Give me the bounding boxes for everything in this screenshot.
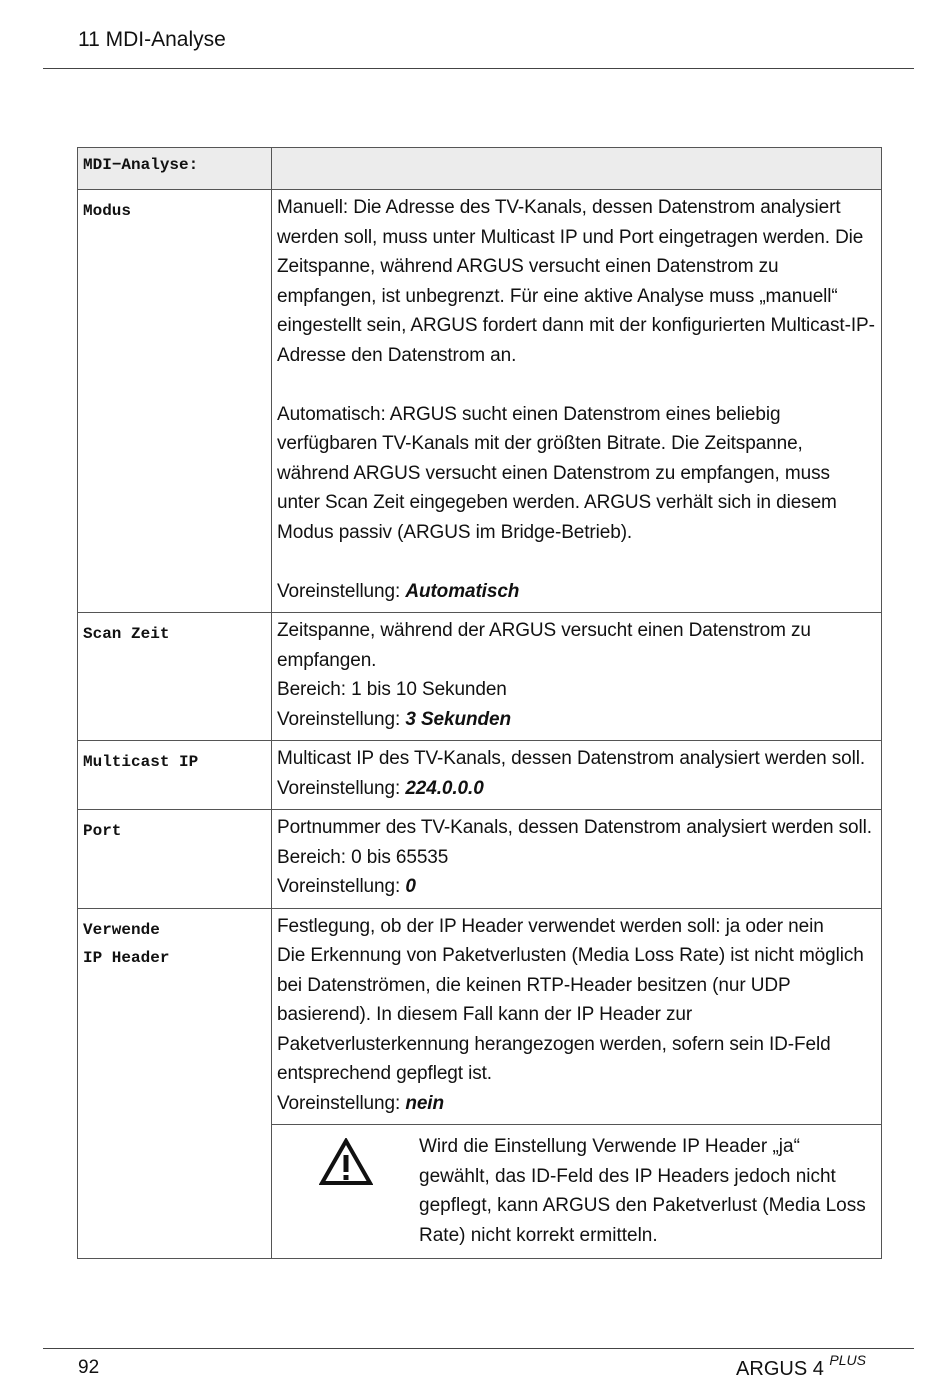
port-desc: Portnummer des TV-Kanals, dessen Datenstrom analysiert werden soll. (277, 817, 872, 838)
default-value: Automatisch (405, 580, 520, 602)
param-name-verwende-ip-header (78, 908, 272, 1259)
ip-header-default (277, 1089, 875, 1119)
param-name-line: Verwende (83, 920, 160, 939)
param-name-line: IP Header (83, 948, 170, 967)
param-name-modus: Modus (78, 190, 272, 613)
default-value: 0 (405, 876, 416, 897)
param-desc-scan-zeit (272, 613, 882, 741)
modus-default (277, 577, 875, 607)
default-value: nein (405, 1092, 444, 1114)
param-desc-port (272, 810, 882, 909)
table-header-row (78, 148, 882, 190)
warning-note (272, 1125, 882, 1259)
warning-triangle-icon (272, 1132, 419, 1250)
default-label: Voreinstellung: (277, 580, 406, 602)
page-number: 92 (78, 1357, 100, 1378)
modus-manual-text: Manuell: Die Adresse des TV-Kanals, dessen Datenstrom analysiert werden soll, muss unter Multicast IP und Port eingetragen werden. Die Zeitspanne, während ARGUS versucht einen Datenstrom zu empfangen, ist unbegrenzt. Für eine aktive Analyse muss „manuell“ eingestellt sein, ARGUS fordert dann mit der konfigurierten Multicast-IP-Adresse den Datenstrom an. (277, 197, 875, 366)
default-label: Voreinstellung: (277, 1092, 406, 1114)
default-value: 224.0.0.0 (405, 777, 484, 799)
multicast-ip-default (277, 774, 875, 804)
table-row (78, 810, 882, 909)
param-name-multicast-ip: Multicast IP (78, 741, 272, 810)
port-default (277, 872, 875, 902)
param-name-port: Port (78, 810, 272, 909)
table-row (78, 908, 882, 1125)
multicast-ip-desc: Multicast IP des TV-Kanals, dessen Datenstrom analysiert werden soll. (277, 748, 866, 769)
scan-zeit-default (277, 705, 875, 735)
default-label: Voreinstellung: (277, 708, 406, 730)
table-heading-empty-cell (272, 148, 882, 190)
ip-header-desc-1: Festlegung, ob der IP Header verwendet werden soll: ja oder nein (277, 915, 824, 937)
param-desc-multicast-ip (272, 741, 882, 810)
table-heading: MDI−Analyse: (78, 148, 272, 190)
port-range: Bereich: 0 bis 65535 (277, 846, 449, 868)
param-desc-modus (272, 190, 882, 613)
default-label: Voreinstellung: (277, 777, 406, 799)
product-suffix: PLUS (829, 1352, 866, 1368)
default-value: 3 Sekunden (405, 708, 511, 730)
ip-header-desc-2: Die Erkennung von Paketverlusten (Media Loss Rate) ist nicht möglich bei Datenströmen, die keinen RTP-Header besitzen (nur UDP basierend). In diesem Fall kann der IP Header zur Paketverlusterkennung herangezogen werden, sofern sein ID-Feld entsprechend gepflegt ist. (277, 945, 864, 1084)
default-label: Voreinstellung: (277, 876, 406, 897)
product-name (736, 1352, 866, 1381)
param-desc-verwende-ip-header (272, 908, 882, 1125)
scan-zeit-desc: Zeitspanne, während der ARGUS versucht einen Datenstrom zu empfangen. (277, 620, 811, 671)
product-label: ARGUS 4 (736, 1358, 824, 1380)
parameter-table (77, 147, 882, 1259)
param-name-scan-zeit: Scan Zeit (78, 613, 272, 741)
warning-text: Wird die Einstellung Verwende IP Header „ja“ gewählt, das ID-Feld des IP Headers jedoch nicht gepflegt, kann ARGUS den Paketverlust (Media Loss Rate) nicht korrekt ermitteln. (419, 1136, 866, 1246)
page-header-title: 11 MDI-Analyse (78, 28, 226, 51)
scan-zeit-range: Bereich: 1 bis 10 Sekunden (277, 679, 507, 700)
header-divider (43, 68, 914, 69)
footer-divider (43, 1348, 914, 1349)
table-row (78, 741, 882, 810)
table-row (78, 190, 882, 613)
table-row (78, 613, 882, 741)
modus-auto-text: Automatisch: ARGUS sucht einen Datenstrom eines beliebig verfügbaren TV-Kanals mit der größten Bitrate. Die Zeitspanne, während ARGUS versucht einen Datenstrom zu empfangen, muss unter Scan Zeit eingegeben werden. ARGUS verhält sich in diesem Modus passiv (ARGUS im Bridge-Betrieb). (277, 403, 837, 543)
